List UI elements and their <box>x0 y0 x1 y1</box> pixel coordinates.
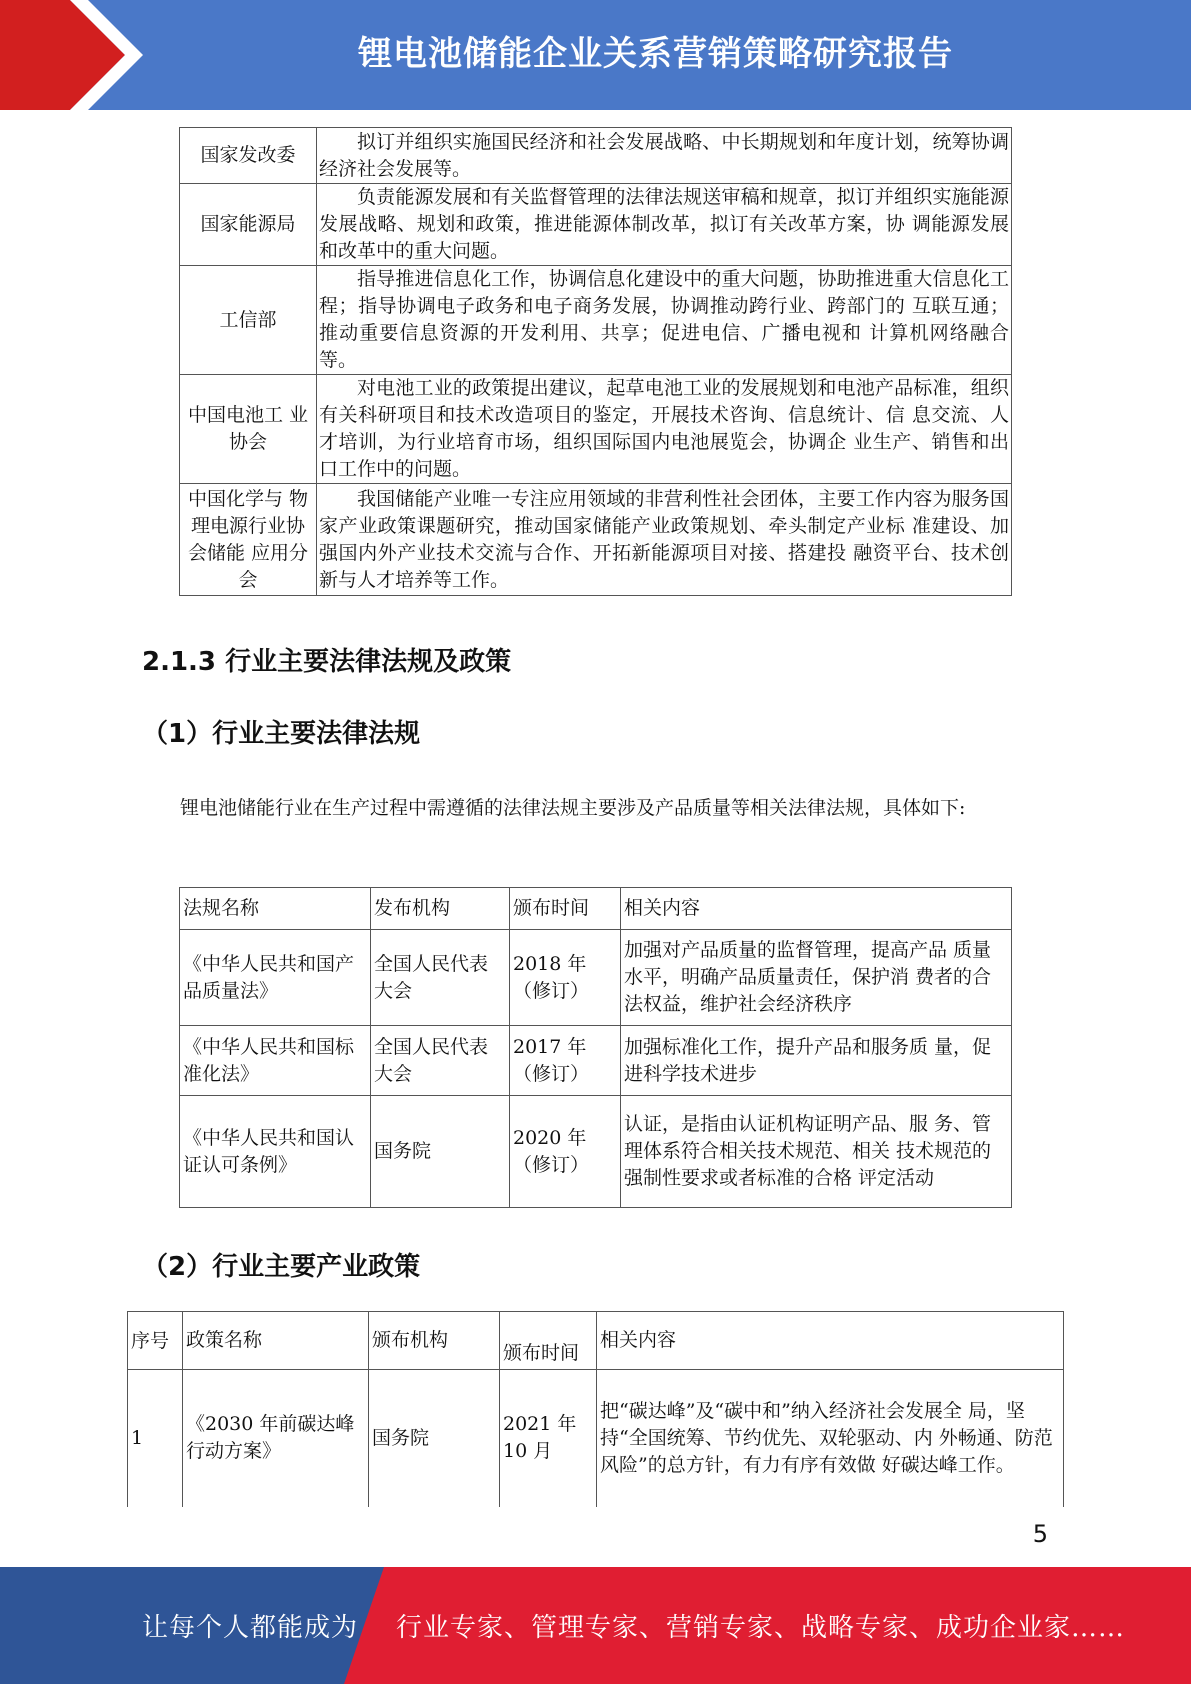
agency-desc: 我国储能产业唯一专注应用领域的非营利性社会团体，主要工作内容为服务国家产业政策课题研究，推动国家储能产业政策规划、牵头制定产业标 准建设、加强国内外产业技术交流与合作、开拓新能源项目对接、搭建投 融资平台、技术创新与人才培养等工作。 <box>317 484 1012 596</box>
table-header-row <box>128 1312 1064 1370</box>
law-content: 加强标准化工作，提升产品和服务质 量，促进科学技术进步 <box>621 1026 1012 1096</box>
table-row <box>180 484 1012 596</box>
page-footer <box>0 1567 1191 1684</box>
table-row <box>180 128 1012 184</box>
agency-name: 中国电池工 业协会 <box>180 375 317 484</box>
table-row <box>180 184 1012 266</box>
subsection-heading-laws: （1）行业主要法律法规 <box>142 719 421 749</box>
policy-content: 把“碳达峰”及“碳中和”纳入经济社会发展全 局，坚持“全国统筹、节约优先、双轮驱动、内 外畅通、防范风险”的总方针，有力有序有效做 好碳达峰工作。 <box>597 1370 1064 1507</box>
column-header: 法规名称 <box>180 888 371 930</box>
law-content: 认证，是指由认证机构证明产品、服 务、管理体系符合相关技术规范、相关 技术规范的强制性要求或者标准的合格 评定活动 <box>621 1096 1012 1208</box>
agency-desc: 对电池工业的政策提出建议，起草电池工业的发展规划和电池产品标准，组织有关科研项目和技术改造项目的鉴定，开展技术咨询、信息统计、信 息交流、人才培训，为行业培育市场，组织国际国内电池展览会，协调企 业生产、销售和出口工作中的问题。 <box>317 375 1012 484</box>
table-header-row <box>180 888 1012 930</box>
section-heading: 2.1.3 行业主要法律法规及政策 <box>142 647 512 677</box>
policies-table <box>127 1311 1064 1507</box>
agency-name: 工信部 <box>180 266 317 375</box>
page-header <box>0 0 1191 110</box>
law-name: 《中华人民共和国认证认可条例》 <box>180 1096 371 1208</box>
intro-paragraph: 锂电池储能行业在生产过程中需遵循的法律法规主要涉及产品质量等相关法律法规，具体如下: <box>180 797 966 819</box>
law-name: 《中华人民共和国标准化法》 <box>180 1026 371 1096</box>
column-header: 相关内容 <box>597 1312 1064 1370</box>
footer-slogan-right: 行业专家、管理专家、营销专家、战略专家、成功企业家…… <box>396 1613 1126 1643</box>
agency-name: 国家发改委 <box>180 128 317 184</box>
table-row <box>128 1370 1064 1507</box>
law-date: 2020 年（修订） <box>510 1096 621 1208</box>
column-header: 发布机构 <box>371 888 510 930</box>
column-header: 颁布机构 <box>369 1312 500 1370</box>
table-row <box>180 1026 1012 1096</box>
column-header: 序号 <box>128 1312 183 1370</box>
table-row <box>180 375 1012 484</box>
column-header: 相关内容 <box>621 888 1012 930</box>
column-header: 政策名称 <box>183 1312 369 1370</box>
agency-desc: 拟订并组织实施国民经济和社会发展战略、中长期规划和年度计划，统筹协调经济社会发展等。 <box>317 128 1012 184</box>
agency-table <box>179 127 1012 596</box>
policy-name: 《2030 年前碳达峰行动方案》 <box>183 1370 369 1507</box>
policy-index: 1 <box>128 1370 183 1507</box>
table-row <box>180 930 1012 1026</box>
agency-name: 国家能源局 <box>180 184 317 266</box>
law-date: 2018 年（修订） <box>510 930 621 1026</box>
law-content: 加强对产品质量的监督管理，提高产品 质量水平，明确产品质量责任，保护消 费者的合法权益，维护社会经济秩序 <box>621 930 1012 1026</box>
law-issuer: 全国人民代表大会 <box>371 1026 510 1096</box>
column-header: 颁布时间 <box>510 888 621 930</box>
table-row <box>180 266 1012 375</box>
page-number: 5 <box>1032 1520 1048 1548</box>
law-issuer: 国务院 <box>371 1096 510 1208</box>
law-issuer: 全国人民代表大会 <box>371 930 510 1026</box>
column-header: 颁布时间 <box>500 1312 597 1370</box>
agency-desc: 指导推进信息化工作，协调信息化建设中的重大问题，协助推进重大信息化工程；指导协调电子政务和电子商务发展，协调推动跨行业、跨部门的 互联互通；推动重要信息资源的开发利用、共享；促进电信、广播电视和 计算机网络融合等。 <box>317 266 1012 375</box>
policy-date: 2021 年 10 月 <box>500 1370 597 1507</box>
table-row <box>180 1096 1012 1208</box>
agency-desc: 负责能源发展和有关监督管理的法律法规送审稿和规章，拟订并组织实施能源发展战略、规划和政策，推进能源体制改革，拟订有关改革方案，协 调能源发展和改革中的重大问题。 <box>317 184 1012 266</box>
law-name: 《中华人民共和国产品质量法》 <box>180 930 371 1026</box>
footer-slogan-left: 让每个人都能成为 <box>142 1613 359 1643</box>
policy-issuer: 国务院 <box>369 1370 500 1507</box>
law-date: 2017 年（修订） <box>510 1026 621 1096</box>
agency-name: 中国化学与 物理电源行业协会储能 应用分会 <box>180 484 317 596</box>
subsection-heading-policies: （2）行业主要产业政策 <box>142 1252 421 1282</box>
header-title: 锂电池储能企业关系营销策略研究报告 <box>358 34 953 74</box>
laws-table <box>179 887 1012 1208</box>
